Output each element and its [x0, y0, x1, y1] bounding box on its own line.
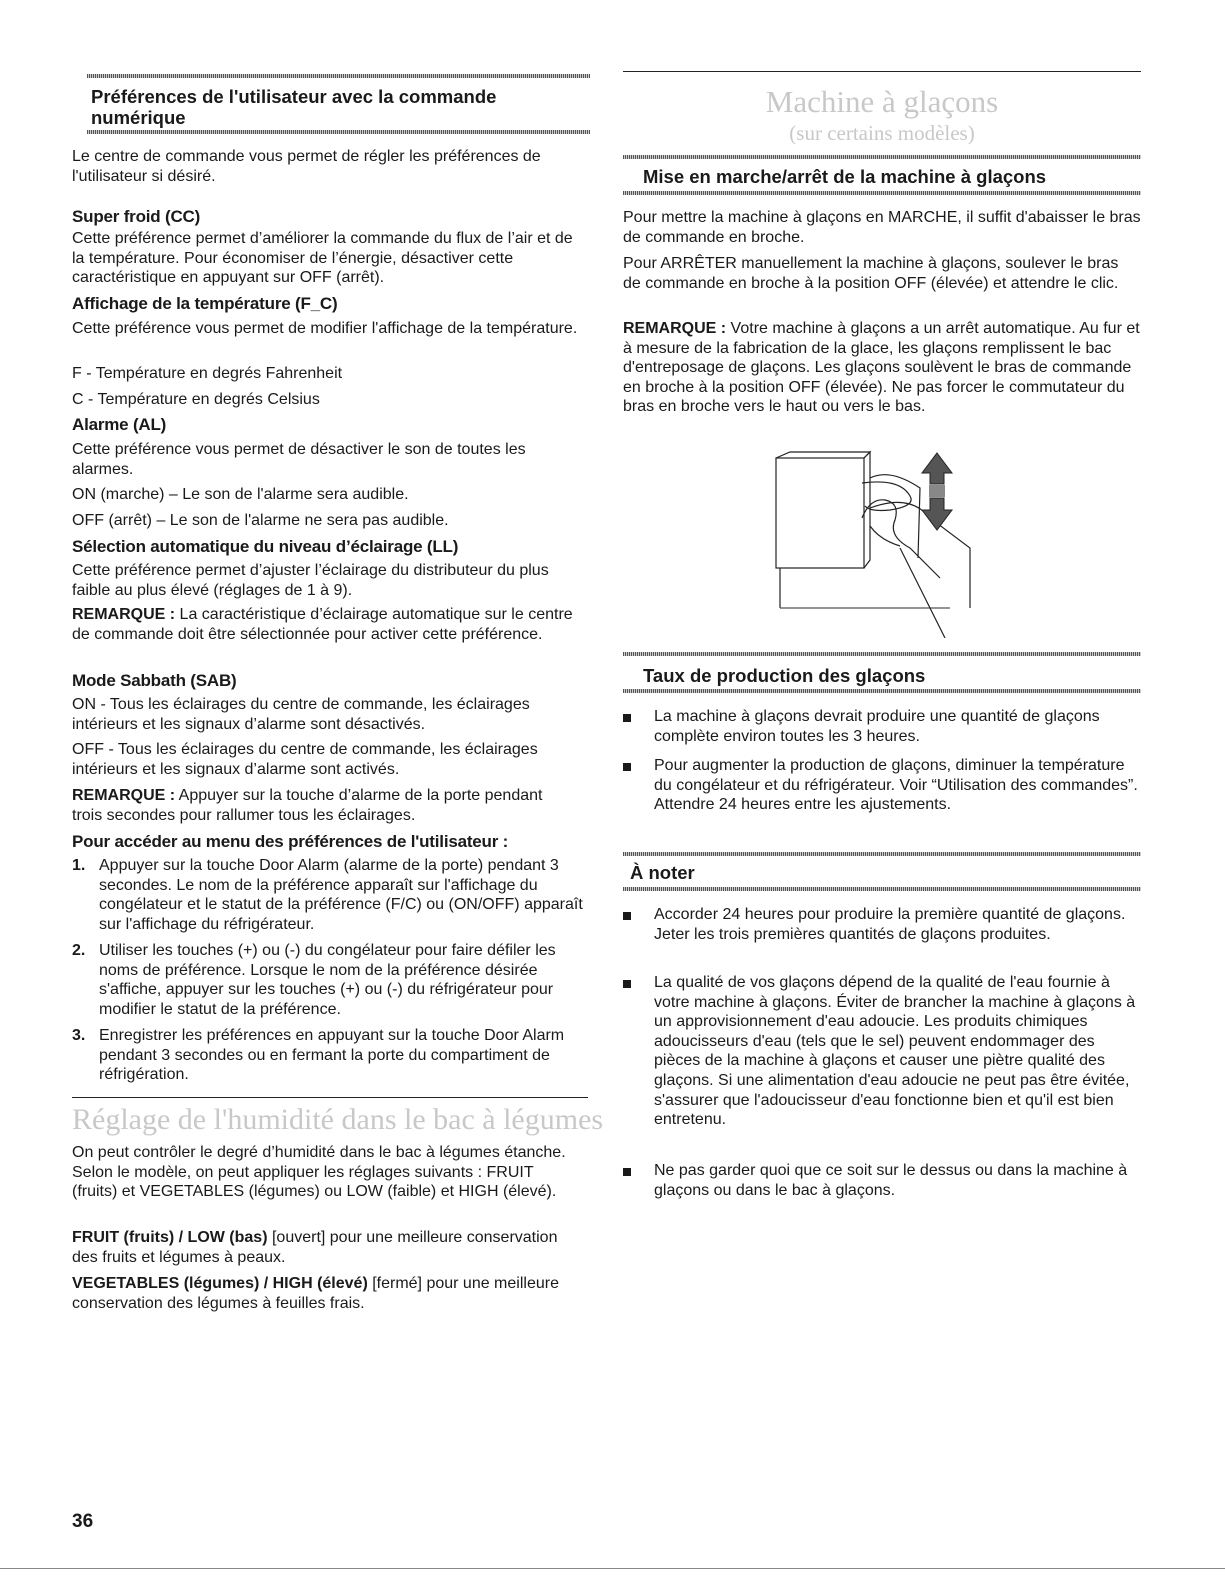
- list-item: [623, 905, 1143, 967]
- note-text: Votre machine à glaçons a un arrêt automatique. Au fur et à mesure de la fabrication de la glace, les glaçons remplissent le bac d'entreposage de glaçons. Les glaçons soulèvent le bras de commande en broche à la position OFF (élevée). Ne pas forcer le commutateur du bras en broche vers le haut ou vers le bas.: [623, 320, 1140, 416]
- veg-label: VEGETABLES (légumes) / HIGH (élevé): [72, 1275, 368, 1292]
- bullet-icon: [623, 714, 631, 722]
- heading-rule-bottom: [87, 130, 590, 134]
- alarme-text: Cette préférence vous permet de désactiver le son de toutes les alarmes.: [72, 441, 526, 478]
- bullet-text: Accorder 24 heures pour produire la première quantité de glaçons. Jeter les trois premières quantités de glaçons produites.: [654, 906, 1126, 943]
- taux-heading: Taux de production des glaçons: [643, 665, 926, 686]
- humidite-veg: [72, 1274, 562, 1313]
- note-text: Appuyer sur la touche d’alarme de la porte pendant trois secondes pour rallumer tous les éclairages.: [72, 787, 543, 824]
- heading-rule-bottom: [623, 689, 1141, 693]
- ice-maker-subtitle: (sur certains modèles): [789, 121, 975, 145]
- section-rule: [623, 71, 1141, 72]
- section-rule: [72, 1097, 588, 1098]
- affichage-c: C - Température en degrés Celsius: [72, 391, 320, 408]
- eclairage-title: Sélection automatique du niveau d’éclairage (LL): [72, 537, 459, 556]
- ice-maker-illustration: [770, 448, 1000, 638]
- up-down-arrow-icon: [922, 453, 952, 530]
- fruit-label: FRUIT (fruits) / LOW (bas): [72, 1229, 268, 1246]
- step-text: Utiliser les touches (+) ou (-) du congélateur pour faire défiler les noms de préférence. Lorsque le nom de la préférence désirée s'affiche, appuyer sur les touches (+) ou (-) du réfrigérateur pour modifier le statut de la préférence.: [99, 942, 556, 1018]
- user-prefs-intro: Le centre de commande vous permet de régler les préférences de l'utilisateur si désiré.: [72, 148, 541, 185]
- humidite-fruit: [72, 1228, 562, 1267]
- marche-note: [623, 319, 1143, 417]
- user-prefs-heading-line1: Préférences de l'utilisateur avec la commande: [91, 86, 497, 107]
- bullet-text: La machine à glaçons devrait produire une quantité de glaçons complète environ toutes les 3 heures.: [654, 708, 1100, 745]
- note-label: REMARQUE :: [72, 787, 176, 804]
- bullet-icon: [623, 912, 631, 920]
- marche-p1: Pour mettre la machine à glaçons en MARCHE, il suffit d'abaisser le bras de commande en broche.: [623, 209, 1141, 246]
- list-item: [623, 1161, 1143, 1203]
- affichage-f: F - Température en degrés Fahrenheit: [72, 365, 343, 382]
- user-prefs-heading: [91, 86, 496, 128]
- bullet-icon: [623, 763, 631, 771]
- step-number: 1.: [72, 857, 86, 874]
- fruit-text: [ouvert] pour une meilleure conservation des fruits et légumes à peaux.: [72, 1229, 558, 1266]
- alarme-off: OFF (arrêt) – Le son de l'alarme ne sera pas audible.: [72, 512, 449, 529]
- note-text: La caractéristique d’éclairage automatique sur le centre de commande doit être sélectionnée pour activer cette préférence.: [72, 606, 573, 643]
- heading-rule-top: [87, 74, 590, 78]
- note-label: REMARQUE :: [72, 606, 176, 623]
- step-number: 2.: [72, 942, 86, 959]
- acces-title: Pour accéder au menu des préférences de l'utilisateur :: [72, 832, 509, 851]
- bullet-text: Ne pas garder quoi que ce soit sur le dessus ou dans la machine à glaçons ou dans le bac à glaçons.: [654, 1162, 1128, 1199]
- heading-rule-top: [623, 155, 1141, 159]
- affichage-text: Cette préférence vous permet de modifier l'affichage de la température.: [72, 320, 578, 337]
- note-label: REMARQUE :: [623, 320, 727, 337]
- list-item: [72, 941, 592, 1021]
- step-text: Appuyer sur la touche Door Alarm (alarme de la porte) pendant 3 secondes. Le nom de la préférence apparaît sur l'affichage du congélateur et le statut de la préférence (F/C) ou (ON/OFF) apparaît sur l'affichage du réfrigérateur.: [99, 857, 583, 933]
- eclairage-text: Cette préférence permet d’ajuster l’éclairage du distributeur du plus faible au plus élevé (réglages de 1 à 9).: [72, 562, 549, 599]
- list-item: [623, 756, 1143, 838]
- alarme-title: Alarme (AL): [72, 415, 167, 434]
- sabbath-title: Mode Sabbath (SAB): [72, 671, 237, 690]
- list-item: [623, 973, 1143, 1153]
- bullet-text: La qualité de vos glaçons dépend de la qualité de l'eau fournie à votre machine à glaçons. Éviter de brancher la machine à glaçons à un approvisionnement d'eau adoucie. Les produits chimiques adoucisseurs d'eau (tels que le sel) peuvent endommager des pièces de la machine à glaçons et causer une piètre qualité des glaçons. Si une alimentation d'eau adoucie ne peut pas être évitée, s'assurer que l'adoucisseur d'eau fonctionne bien et qu'il est bien entretenu.: [654, 974, 1136, 1129]
- step-number: 3.: [72, 1027, 86, 1044]
- noter-heading: À noter: [630, 862, 695, 883]
- heading-rule-bottom: [623, 191, 1141, 195]
- bullet-icon: [623, 980, 631, 988]
- marche-heading: Mise en marche/arrêt de la machine à glaçons: [643, 166, 1047, 187]
- sabbath-on: ON - Tous les éclairages du centre de commande, les éclairages intérieurs et les signaux d’alarme sont désactivés.: [72, 696, 530, 733]
- heading-rule-top: [623, 652, 1141, 656]
- footer-rule: [0, 1568, 1225, 1569]
- ice-maker-body: [776, 458, 864, 568]
- affichage-title: Affichage de la température (F_C): [72, 294, 338, 313]
- super-froid-text: Cette préférence permet d’améliorer la commande du flux de l’air et de la température. Pour économiser de l’énergie, désactiver cette caractéristique en appuyant sur OFF (arrêt).: [72, 230, 573, 287]
- heading-rule-bottom: [623, 887, 1141, 891]
- heading-rule-top: [623, 852, 1141, 856]
- bullet-text: Pour augmenter la production de glaçons, diminuer la température du congélateur et du réfrigérateur. Voir “Utilisation des commandes”. Attendre 24 heures entre les ajustements.: [654, 757, 1138, 814]
- list-item: [72, 856, 592, 936]
- ice-maker-title: Machine à glaçons: [765, 84, 999, 119]
- user-prefs-heading-line2: numérique: [91, 107, 186, 128]
- bullet-icon: [623, 1168, 631, 1176]
- super-froid-title: Super froid (CC): [72, 207, 201, 226]
- sabbath-off: OFF - Tous les éclairages du centre de commande, les éclairages intérieurs et les signaux d’alarme sont activés.: [72, 741, 538, 778]
- list-item: [623, 707, 1143, 749]
- humidite-intro: On peut contrôler le degré d’humidité dans le bac à légumes étanche. Selon le modèle, on peut appliquer les réglages suivants : FRUIT (fruits) et VEGETABLES (légumes) ou LOW (faible) et HIGH (élevé).: [72, 1144, 566, 1201]
- sabbath-note: [72, 786, 562, 825]
- step-text: Enregistrer les préférences en appuyant sur la touche Door Alarm pendant 3 secondes ou en fermant la porte du compartiment de réfrigération.: [99, 1027, 565, 1084]
- humidite-section-title: Réglage de l'humidité dans le bac à légumes: [72, 1103, 604, 1136]
- alarme-on: ON (marche) – Le son de l'alarme sera audible.: [72, 486, 409, 503]
- list-item: [72, 1026, 592, 1086]
- marche-p2: Pour ARRÊTER manuellement la machine à glaçons, soulever le bras de commande en broche à la position OFF (élevée) et attendre le clic.: [623, 255, 1119, 292]
- eclairage-note: [72, 605, 582, 644]
- page-number: 36: [72, 1511, 94, 1532]
- veg-text: [fermé] pour une meilleure conservation des légumes à feuilles frais.: [72, 1275, 559, 1312]
